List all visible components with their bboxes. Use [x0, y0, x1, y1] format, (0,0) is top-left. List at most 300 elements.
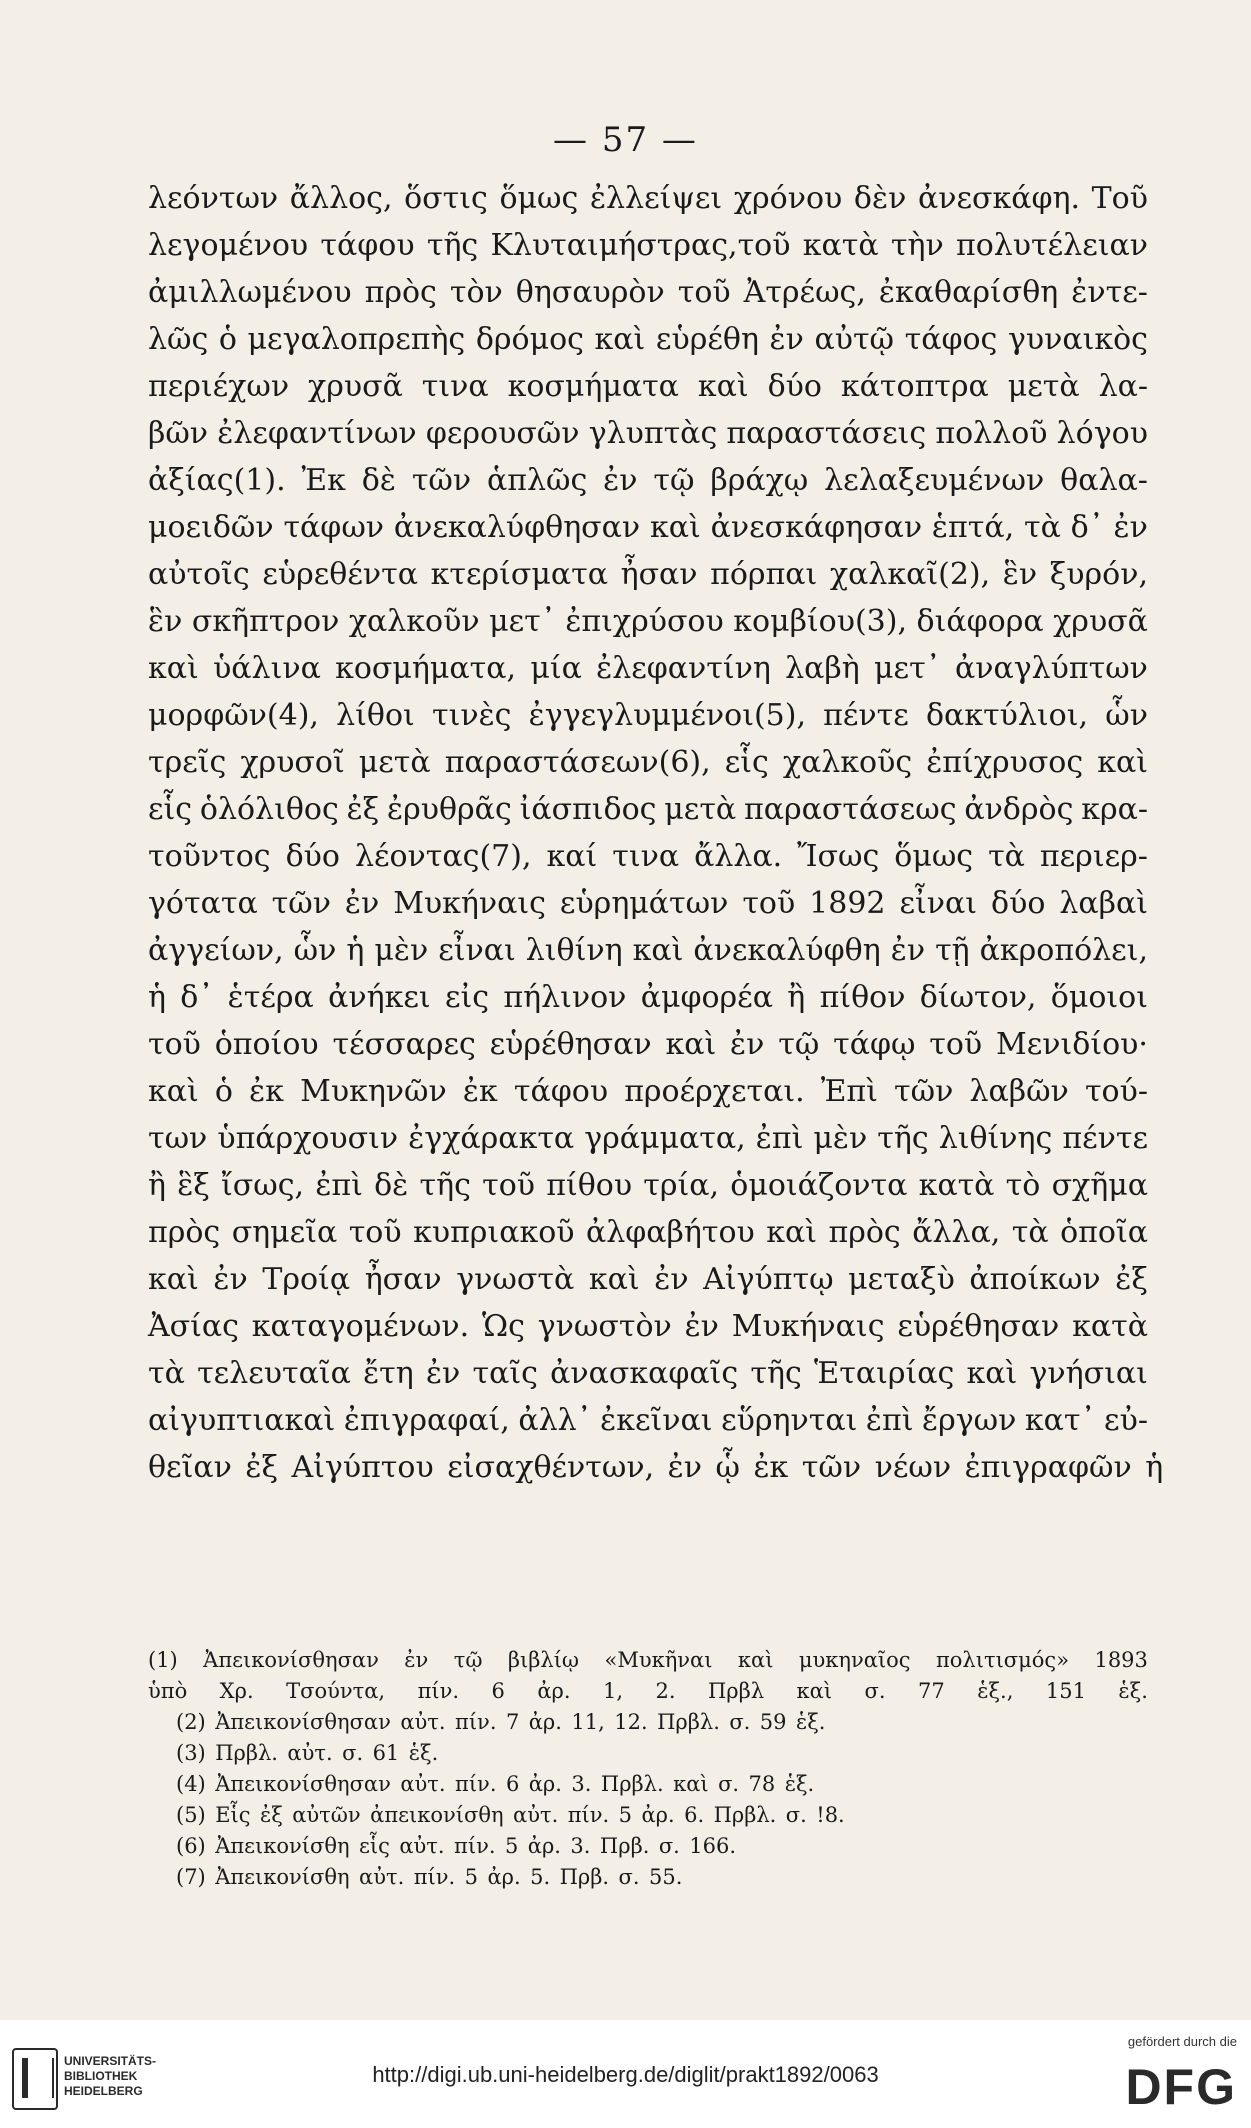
word: ἐν	[730, 1027, 765, 1062]
word: «Μυκῆναι	[604, 1648, 713, 1672]
word: ἰάσπιδος	[519, 792, 657, 827]
word: ἐν	[213, 1262, 248, 1297]
word: εἷς	[148, 792, 193, 827]
word: τὰ	[1011, 1215, 1049, 1250]
word: ἀνήκει	[328, 980, 431, 1015]
text-line	[148, 1303, 1148, 1350]
word: πολυτέλειαν	[956, 228, 1148, 263]
word: 7	[505, 1710, 520, 1734]
dfg-logo[interactable]	[1087, 2034, 1237, 2119]
word: ἔργων	[922, 1403, 1017, 1438]
word: αὐτ.	[287, 1741, 333, 1765]
word: Αἰγύπτῳ	[703, 1262, 834, 1297]
word: ἀξίας(1).	[148, 463, 286, 498]
word: λόγου	[1056, 416, 1148, 451]
word: ἐν	[667, 1450, 702, 1485]
word: λα-	[1098, 369, 1148, 404]
word: ἑξ.	[1118, 1679, 1148, 1703]
word: ἀγγείων,	[148, 933, 284, 968]
word: ὁποῖα	[1060, 1215, 1148, 1250]
word: ἑξ.,	[977, 1679, 1014, 1703]
word: ἐρυθρᾶς	[387, 792, 512, 827]
word: μετὰ	[358, 745, 431, 780]
word: ἐν	[890, 933, 926, 968]
word: ὁμοιάζοντα	[730, 1168, 908, 1203]
word: ἐλλείψει	[589, 181, 723, 216]
word: βῶν	[148, 416, 209, 451]
text-line	[148, 598, 1148, 645]
word: ἢ	[787, 980, 806, 1015]
word: Ἀπεικονίσθησαν	[215, 1710, 391, 1734]
footnote-line	[148, 1800, 1148, 1831]
word: ὅμοιοι	[1050, 980, 1148, 1015]
word: 6	[505, 1772, 520, 1796]
word: τὰ	[988, 839, 1025, 874]
word: νέων	[874, 1450, 952, 1485]
text-line	[148, 504, 1148, 551]
word: τοῦντος	[148, 839, 271, 874]
word: δὲ	[374, 1168, 409, 1203]
word: αὐτοῖς	[148, 557, 250, 592]
word: κατὰ	[802, 228, 879, 263]
word: εὑρεθέντα	[262, 557, 418, 592]
word: ἐν	[769, 322, 804, 357]
word: κυπριακοῦ	[413, 1215, 575, 1250]
word: ὅμως	[894, 839, 974, 874]
word: Μυκήναις	[393, 886, 546, 921]
word: σ.	[658, 1834, 680, 1858]
word: 77	[918, 1679, 945, 1703]
word: Πρβλ.	[713, 1803, 777, 1827]
word: θησαυρὸν	[515, 275, 665, 310]
word: ἓξ	[177, 1168, 210, 1203]
word: τοῦ	[348, 1215, 402, 1250]
word: τῆς	[419, 1168, 471, 1203]
word: ὁ	[214, 1074, 233, 1109]
word: !8.	[816, 1803, 845, 1827]
word: τῇ	[935, 933, 970, 968]
word: ἀνασκαφαῖς	[550, 1356, 739, 1391]
word: σημεῖα	[231, 1215, 338, 1250]
word: Μενιδίου·	[996, 1027, 1148, 1062]
word: ἐν	[344, 886, 380, 921]
word: (2)	[176, 1710, 206, 1734]
word: κομβίου(3),	[733, 604, 908, 639]
word: εὕρηνται	[721, 1403, 858, 1438]
word: μετὰ	[1007, 369, 1080, 404]
text-line	[148, 410, 1148, 457]
word: προέρχεται.	[624, 1074, 805, 1109]
word: 2.	[655, 1679, 676, 1703]
source-url-link[interactable]: http://digi.ub.uni-heidelberg.de/diglit/prakt1892/0063	[372, 2062, 879, 2087]
word: ἐν	[603, 463, 638, 498]
word: ἀποίκων	[969, 1262, 1101, 1297]
word: 5.	[530, 1865, 551, 1889]
word: Πρβλ	[707, 1679, 765, 1703]
word: κατὰ	[1072, 1309, 1148, 1344]
word: ἐν	[404, 1648, 429, 1672]
word: εἰσαχθέντων,	[447, 1450, 655, 1485]
word: καὶ	[796, 1679, 833, 1703]
word: 1892	[809, 886, 886, 921]
word: τὸ	[1005, 1168, 1041, 1203]
word: 59	[759, 1710, 787, 1734]
word: κάτοπτρα	[840, 369, 989, 404]
word: λιθίνης	[938, 1121, 1053, 1156]
word: τῆς	[750, 1356, 802, 1391]
word: σ.	[729, 1710, 751, 1734]
word: ἐν	[654, 1262, 689, 1297]
word: τρία,	[643, 1168, 720, 1203]
word: δύο	[991, 886, 1046, 921]
word: ἐκ	[753, 1450, 789, 1485]
word: εὑρημάτων	[559, 886, 729, 921]
word: ἀρ.	[528, 1710, 562, 1734]
word: κοσμήματα	[507, 369, 679, 404]
text-line	[148, 739, 1148, 786]
word: εὑρέθη	[655, 322, 759, 357]
word: αὐτ.	[399, 1834, 445, 1858]
word: ἄλλα.	[694, 839, 783, 874]
word: περιέχων	[148, 369, 290, 404]
text-line	[148, 786, 1148, 833]
word: ἀμφορέα	[640, 980, 773, 1015]
word: ἡ	[148, 980, 166, 1015]
word: εἷς	[359, 1834, 390, 1858]
word: ἐπὶ	[755, 1121, 804, 1156]
word: ἐκαθαρίσθη	[878, 275, 1059, 310]
word: δρόμος	[475, 322, 584, 357]
word: τρεῖς	[148, 745, 227, 780]
word: Ἐκ	[301, 463, 346, 498]
word: Πρβλ.	[657, 1710, 720, 1734]
word: δακτύλιοι,	[926, 698, 1089, 733]
dfg-wordmark: DFG	[1125, 2059, 1237, 2115]
footnote-line	[148, 1645, 1148, 1676]
word: σ.	[864, 1679, 886, 1703]
word: γλυπτὰς	[588, 416, 718, 451]
word: λῶς	[148, 322, 209, 357]
word: πίθου	[546, 1168, 633, 1203]
word: διάφορα	[916, 604, 1044, 639]
text-line	[148, 1162, 1148, 1209]
word: 166.	[689, 1834, 737, 1858]
word: τάφου	[320, 228, 415, 263]
word: τῆς	[426, 228, 479, 263]
word: ἐξ	[259, 1803, 283, 1827]
word: ἄλλα,	[912, 1215, 1001, 1250]
word: 3.	[571, 1772, 592, 1796]
word: σ.	[342, 1741, 364, 1765]
word: πόρπαι	[710, 557, 818, 592]
word: ἐπίχρυσος	[926, 745, 1084, 780]
word: (7)	[176, 1865, 206, 1889]
footnote-line	[148, 1676, 1148, 1707]
word: Ὡς	[482, 1309, 525, 1344]
text-line	[148, 1068, 1148, 1115]
word: Τοῦ	[1091, 181, 1148, 216]
word: ἀρ.	[528, 1772, 562, 1796]
word: ἡ	[1145, 1450, 1164, 1485]
word: (5)	[176, 1803, 206, 1827]
word: τοῦ	[482, 1168, 535, 1203]
word: κτερίσματα	[430, 557, 608, 592]
text-line	[148, 1021, 1148, 1068]
word: τάφων	[283, 510, 385, 545]
word: ἐγγεγλυμμένοι(5),	[528, 698, 806, 733]
word: 61	[372, 1741, 400, 1765]
word: καὶ	[148, 1074, 199, 1109]
word: 6.	[684, 1803, 705, 1827]
word: ἑξ.	[408, 1741, 439, 1765]
word: εἰς	[444, 980, 490, 1015]
word: ἀκροπόλει,	[979, 933, 1148, 968]
word: ὧν	[293, 933, 337, 968]
word: καὶ	[148, 1262, 199, 1297]
word: ἐντε-	[1071, 275, 1148, 310]
word: τὰ	[1023, 510, 1061, 545]
word: ἦσαν	[364, 1262, 442, 1297]
body-text	[148, 175, 1164, 1491]
text-line	[148, 363, 1148, 410]
word: 1,	[602, 1679, 624, 1703]
text-line	[148, 222, 1148, 269]
word: των	[148, 1121, 208, 1156]
word: Τσούντα,	[286, 1679, 386, 1703]
word: χρυσᾶ	[308, 369, 403, 404]
word: 1893	[1094, 1648, 1148, 1672]
word: Εἷς	[215, 1803, 251, 1827]
word: θεῖαν	[148, 1450, 232, 1485]
word: (3)	[176, 1741, 206, 1765]
text-line	[148, 1209, 1148, 1256]
word: καὶ	[766, 1215, 818, 1250]
word: πέντε	[823, 698, 909, 733]
word: ἐπὶ	[315, 1168, 363, 1203]
word: καὶ	[650, 510, 701, 545]
text-line	[148, 269, 1148, 316]
word: χαλκοῦς	[782, 745, 913, 780]
text-line	[148, 927, 1148, 974]
word: δὲ	[361, 463, 396, 498]
word: ἐκ	[249, 1074, 284, 1109]
word: αὐτ.	[513, 1803, 559, 1827]
word: καὶ	[148, 651, 199, 686]
text-line	[148, 1115, 1148, 1162]
word: λίθοι	[336, 698, 415, 733]
word: (1)	[148, 1648, 178, 1672]
footnote-line	[148, 1831, 1148, 1862]
library-name-line: BIBLIOTHEK	[64, 2069, 138, 2083]
word: καὶ	[673, 1772, 709, 1796]
word: λαβαὶ	[1059, 886, 1148, 921]
word: ἐξ	[245, 1450, 278, 1485]
word: εὑρέθησαν	[897, 1309, 1060, 1344]
word: ὑπάρχουσιν	[217, 1121, 399, 1156]
word: Ἑταιρίας	[813, 1356, 955, 1391]
word: πρὸς	[364, 275, 437, 310]
word: καὶ	[665, 1027, 717, 1062]
word: ταῖς	[472, 1356, 538, 1391]
word: ἑξ.	[784, 1772, 815, 1796]
word: ὁποίου	[214, 1027, 319, 1062]
word: ἔτη	[363, 1356, 414, 1391]
word: τοῦ	[148, 1027, 201, 1062]
word: 78	[748, 1772, 776, 1796]
word: μορφῶν(4),	[148, 698, 319, 733]
word: γνωστὰ	[456, 1262, 575, 1297]
word: ἴσως,	[221, 1168, 305, 1203]
word: πρὸς	[148, 1215, 221, 1250]
word: 11,	[571, 1710, 605, 1734]
word: Πρβλ.	[600, 1772, 664, 1796]
word: παραστάσεως	[744, 792, 957, 827]
word: πέντε	[1062, 1121, 1148, 1156]
word: θαλα-	[1060, 463, 1148, 498]
word: τῆς	[877, 1121, 929, 1156]
word: Ἀτρέως,	[743, 275, 866, 310]
word: τινὲς	[431, 698, 512, 733]
word: καταγομένων.	[251, 1309, 470, 1344]
word: καὶ	[697, 369, 749, 404]
word: πίν.	[413, 1865, 456, 1889]
word: ἀναγλύπτων	[954, 651, 1148, 686]
word: βράχῳ	[710, 463, 809, 498]
word: 5	[618, 1803, 632, 1827]
word: σχῆμα	[1051, 1168, 1148, 1203]
word: μεταξὺ	[848, 1262, 955, 1297]
footnote-line	[148, 1769, 1148, 1800]
word: μεγαλοπρεπὴς	[247, 322, 466, 357]
word: ἑτέρα	[227, 980, 314, 1015]
text-line	[148, 645, 1148, 692]
word: 55.	[648, 1865, 683, 1889]
text-line	[148, 175, 1148, 222]
word: τὴν	[890, 228, 944, 263]
word: σ.	[718, 1772, 740, 1796]
word: μὲν	[374, 933, 429, 968]
word: Μυκηνῶν	[300, 1074, 447, 1109]
word: ὑάλινα	[213, 651, 321, 686]
word: μοειδῶν	[148, 510, 274, 545]
text-line	[148, 1397, 1148, 1444]
word: 5	[504, 1834, 519, 1858]
word: λαβὴ	[785, 651, 860, 686]
library-name-line: HEIDELBERG	[64, 2084, 143, 2098]
word: αὐτῶν	[292, 1803, 361, 1827]
word: δὲν	[853, 181, 907, 216]
word: ἐγχάρακτα	[408, 1121, 575, 1156]
word: πολλοῦ	[935, 416, 1048, 451]
word: ἐξ	[1115, 1262, 1148, 1297]
word: χρόνου	[733, 181, 843, 216]
word: ὁλόλιθος	[199, 792, 339, 827]
word: Ἀπεικονίσθη	[215, 1865, 350, 1889]
word: ἀνεκαλύφθη	[693, 933, 881, 968]
footnote-line	[148, 1707, 1148, 1738]
word: αὐτ.	[359, 1865, 405, 1889]
word: αὐτῷ	[814, 322, 895, 357]
word: καὶ	[588, 1262, 640, 1297]
word: πίν.	[455, 1710, 497, 1734]
word: ἓν	[148, 604, 183, 639]
word: τάφῳ	[833, 1027, 916, 1062]
footnotes	[148, 1645, 1148, 1893]
word: αἰγυπτιακαὶ	[148, 1403, 336, 1438]
word: ἐξ	[346, 792, 380, 827]
text-line	[148, 551, 1148, 598]
word: μὲν	[813, 1121, 868, 1156]
word: (4)	[176, 1772, 206, 1796]
word: πήλινον	[503, 980, 627, 1015]
word: ἐπὶ	[865, 1403, 914, 1438]
word: χρυσοῖ	[240, 745, 345, 780]
word: λαβῶν	[969, 1074, 1069, 1109]
word: ξυρόν,	[1049, 557, 1148, 592]
word: δίωτον,	[919, 980, 1037, 1015]
word: ὑπὸ	[148, 1679, 188, 1703]
word: μετ᾽	[874, 651, 941, 686]
word: δύο	[767, 369, 822, 404]
word: ὅστις	[404, 181, 488, 216]
word: ἀλλ᾽	[518, 1403, 592, 1438]
word: τάφος	[904, 322, 998, 357]
text-line	[148, 833, 1148, 880]
word: ἐπιχρύσου	[565, 604, 724, 639]
funded-by-text: gefördert durch die	[1127, 2034, 1237, 2049]
word: ἀνεκαλύφθησαν	[393, 510, 641, 545]
word: λελαξευμένων	[824, 463, 1045, 498]
word: ἀρ.	[641, 1803, 675, 1827]
word: δύο	[285, 839, 340, 874]
word: Μυκήναις	[731, 1309, 885, 1344]
word: τελευταῖα	[197, 1356, 351, 1391]
word: μετ᾽	[489, 604, 556, 639]
word: ὅμως	[499, 181, 579, 216]
word: ἀρ.	[527, 1834, 561, 1858]
word: τέσσαρες	[332, 1027, 476, 1062]
word: ἐκεῖναι	[600, 1403, 713, 1438]
word: ἑπτά,	[931, 510, 1015, 545]
word: τῷ	[778, 1027, 820, 1062]
word: 6	[491, 1679, 505, 1703]
word: γράμματα,	[584, 1121, 746, 1156]
word: μία	[530, 651, 582, 686]
word: μυκηναῖος	[798, 1648, 911, 1672]
word: Ἀπεικονίσθησαν	[203, 1648, 379, 1672]
word: Ἐπὶ	[820, 1074, 878, 1109]
word: καὶ	[1097, 745, 1148, 780]
word: πίθον	[819, 980, 906, 1015]
word: χαλκαῖ(2),	[829, 557, 991, 592]
word: Πρβλ.	[215, 1741, 278, 1765]
footer	[0, 2020, 1251, 2128]
word: σκῆπτρον	[191, 604, 340, 639]
word: 151	[1045, 1679, 1086, 1703]
word: τὸν	[449, 275, 503, 310]
word: ἑξ.	[795, 1710, 826, 1734]
word: ἀνεσκάφησαν	[710, 510, 923, 545]
word: καὶ	[594, 322, 646, 357]
word: αὐτ.	[400, 1772, 446, 1796]
word: ἁπλῶς	[487, 463, 588, 498]
word: ἐν	[684, 1309, 719, 1344]
word: λεγομένου	[148, 228, 309, 263]
word: τῶν	[411, 463, 472, 498]
word: καὶ	[632, 933, 684, 968]
word: τάφου	[513, 1074, 609, 1109]
word: γότατα	[148, 886, 258, 921]
